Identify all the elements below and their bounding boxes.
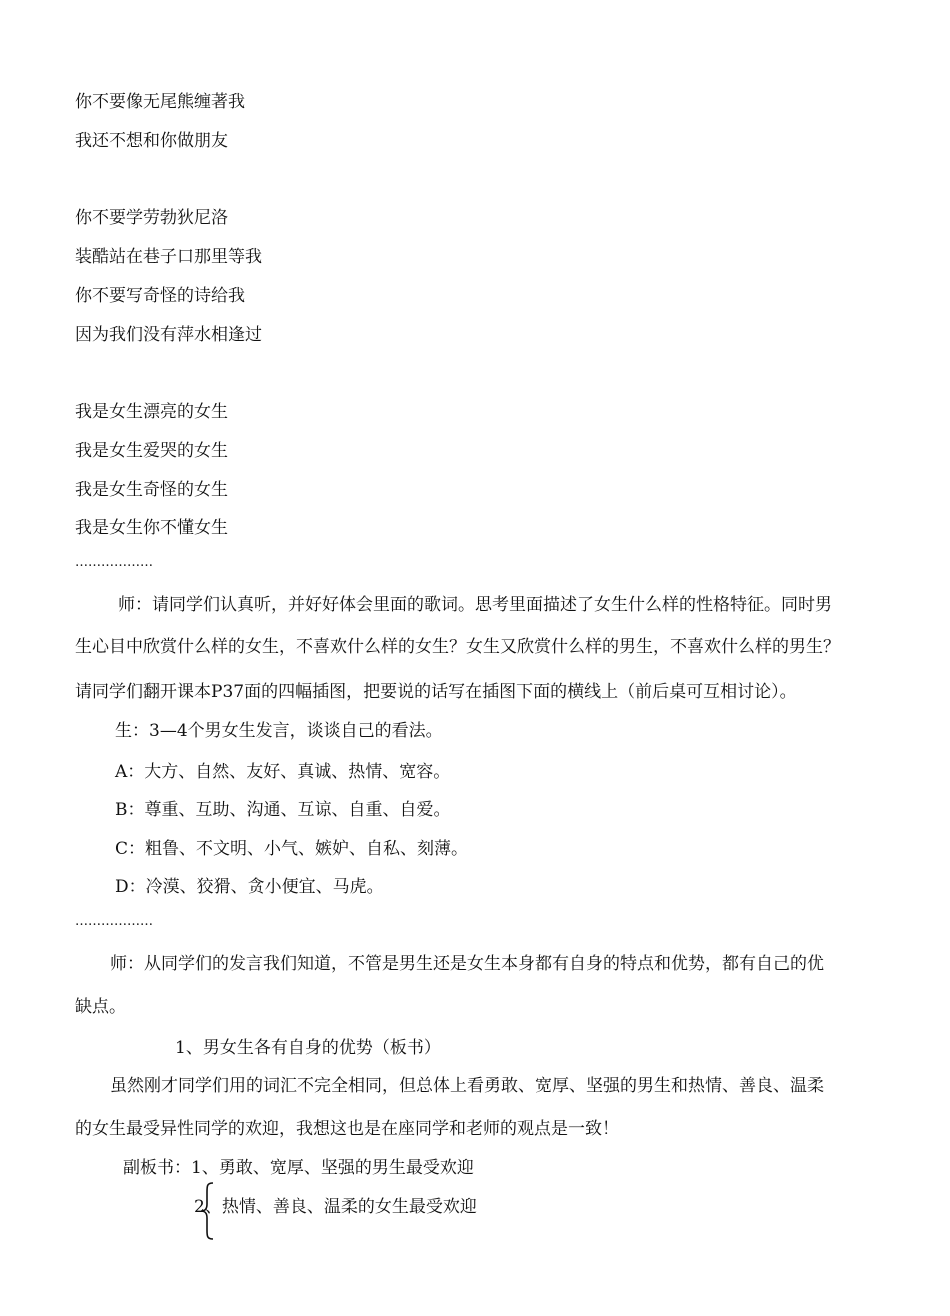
poem-line: 装酷站在巷子口那里等我 <box>75 247 262 267</box>
teacher-paragraph-line: 缺点。 <box>75 997 126 1017</box>
answer-a: A：大方、自然、友好、真诚、热情、宽容。 <box>115 762 451 782</box>
poem-line: 我还不想和你做朋友 <box>75 131 228 151</box>
poem-line: 我是女生奇怪的女生 <box>75 480 228 500</box>
summary-line: 的女生最受异性同学的欢迎，我想这也是在座同学和老师的观点是一致！ <box>75 1119 619 1139</box>
ellipsis-divider: ……………… <box>75 555 153 570</box>
poem-line: 你不要学劳勃狄尼洛 <box>75 208 228 228</box>
sub-board-label-text: 副板书： <box>123 1158 191 1178</box>
answer-d: D：冷漠、狡猾、贪小便宜、马虎。 <box>115 877 384 897</box>
poem-line: 我是女生你不懂女生 <box>75 518 228 538</box>
answer-b: B：尊重、互助、沟通、互谅、自重、自爱。 <box>115 800 451 820</box>
board-heading: 1、男女生各有自身的优势（板书） <box>175 1038 441 1058</box>
answer-c: C：粗鲁、不文明、小气、嫉妒、自私、刻薄。 <box>115 839 469 859</box>
teacher-paragraph-line: 请同学们翻开课本P37面的四幅插图，把要说的话写在插图下面的横线上（前后桌可互相讨论）。 <box>75 682 797 702</box>
poem-line: 你不要写奇怪的诗给我 <box>75 286 245 306</box>
sub-board-item-2: 2、热情、善良、温柔的女生最受欢迎 <box>194 1197 477 1217</box>
ellipsis-divider: ……………… <box>75 914 153 929</box>
summary-line: 虽然刚才同学们用的词汇不完全相同，但总体上看勇敢、宽厚、坚强的男生和热情、善良、温柔 <box>110 1076 824 1096</box>
poem-line: 因为我们没有萍水相逢过 <box>75 325 262 345</box>
curly-brace-icon <box>197 1182 217 1240</box>
student-line: 生：3—4个男女生发言，谈谈自己的看法。 <box>115 721 443 741</box>
sub-board-item-1: 1、勇敢、宽厚、坚强的男生最受欢迎 <box>191 1158 474 1178</box>
teacher-paragraph-line: 生心目中欣赏什么样的女生，不喜欢什么样的女生？女生又欣赏什么样的男生，不喜欢什么样的男生？ <box>75 637 840 657</box>
poem-line: 我是女生爱哭的女生 <box>75 441 228 461</box>
sub-board-label <box>123 1157 474 1179</box>
poem-line: 你不要像无尾熊缠著我 <box>75 92 245 112</box>
teacher-paragraph-line: 师：请同学们认真听，并好好体会里面的歌词。思考里面描述了女生什么样的性格特征。同时男 <box>118 595 832 615</box>
poem-line: 我是女生漂亮的女生 <box>75 402 228 422</box>
teacher-paragraph-line: 师：从同学们的发言我们知道，不管是男生还是女生本身都有自身的特点和优势，都有自己的优 <box>110 954 824 974</box>
